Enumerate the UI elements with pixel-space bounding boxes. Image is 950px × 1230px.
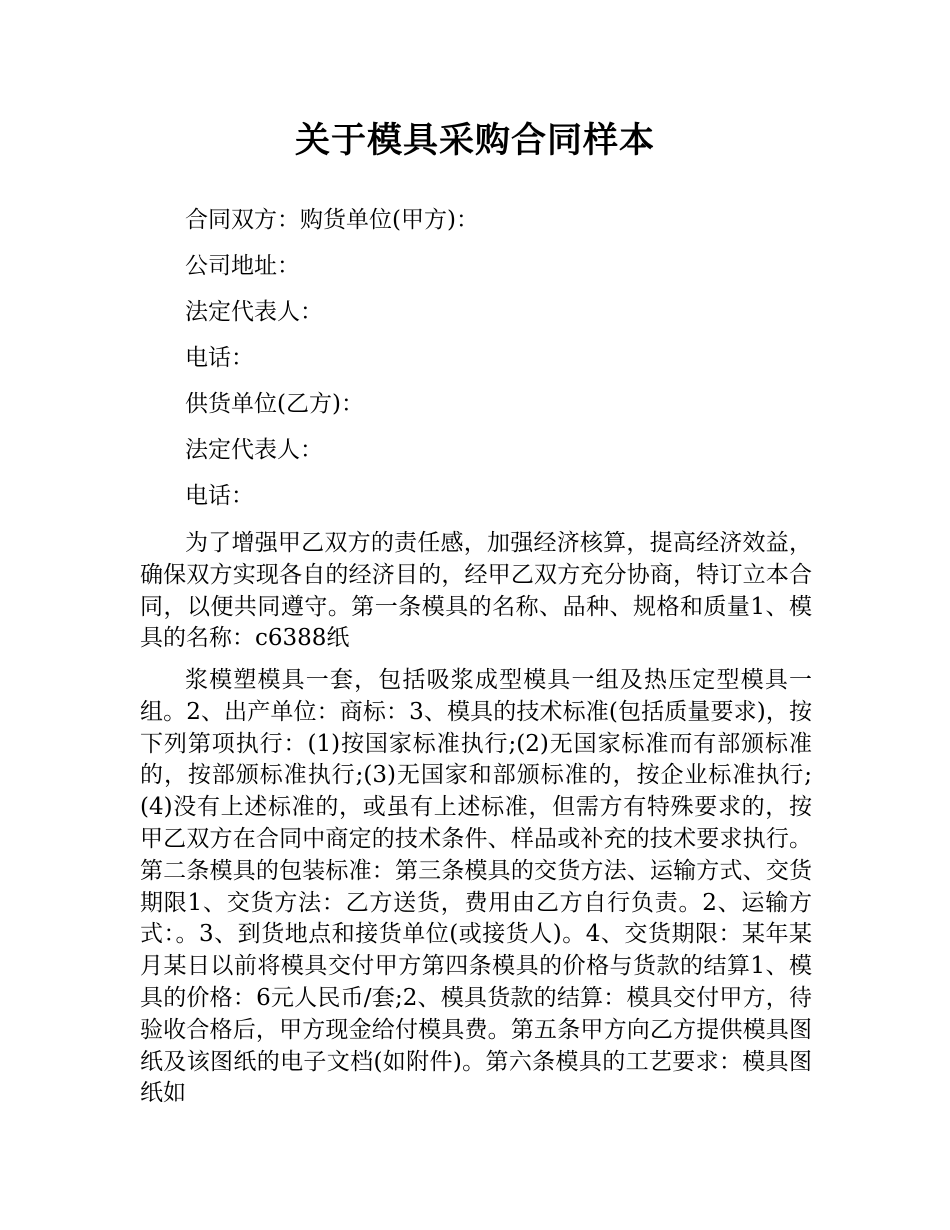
field-supplier: 供货单位(乙方)： <box>185 391 364 417</box>
paragraph-intro: 为了增强甲乙双方的责任感，加强经济核算，提高经济效益，确保双方实现各自的经济目的，经甲乙双方充分协商，特订立本合同，以便共同遵守。第一条模具的名称、品种、规格和质量1、模具的名称：c6388纸 <box>140 530 812 652</box>
field-company-address: 公司地址： <box>185 253 300 279</box>
field-contract-parties-buyer: 合同双方：购货单位(甲方)： <box>185 207 479 233</box>
field-buyer-phone: 电话： <box>185 345 254 371</box>
document-title: 关于模具采购合同样本 <box>294 121 655 161</box>
paragraph-contract-terms: 浆模塑模具一套，包括吸浆成型模具一组及热压定型模具一组。2、出产单位：商标：3、模具的技术标准(包括质量要求)，按下列第项执行：(1)按国家标准执行;(2)无国家标准而有部颁标准的，按部颁标准执行;(3)无国家和部颁标准的，按企业标准执行;(4)没有上述标准的，或虽有上述标准，但需方有特殊要求的，按甲乙双方在合同中商定的技术条件、样品或补充的技术要求执行。第二条模具的包装标准：第三条模具的交货方法、运输方式、交货期限1、交货方法：乙方送货，费用由乙方自行负责。2、运输方式：。3、到货地点和接货单位(或接货人)。4、交货期限：某年某月某日以前将模具交付甲方第四条模具的价格与货款的结算1、模具的价格：6元人民币/套;2、模具货款的结算：模具交付甲方，待验收合格后，甲方现金给付模具费。第五条甲方向乙方提供模具图纸及该图纸的电子文档(如附件)。第六条模具的工艺要求：模具图纸如 <box>140 667 812 1107</box>
field-supplier-legal-representative: 法定代表人： <box>185 437 323 463</box>
field-supplier-phone: 电话： <box>185 483 254 509</box>
field-buyer-legal-representative: 法定代表人： <box>185 299 323 325</box>
